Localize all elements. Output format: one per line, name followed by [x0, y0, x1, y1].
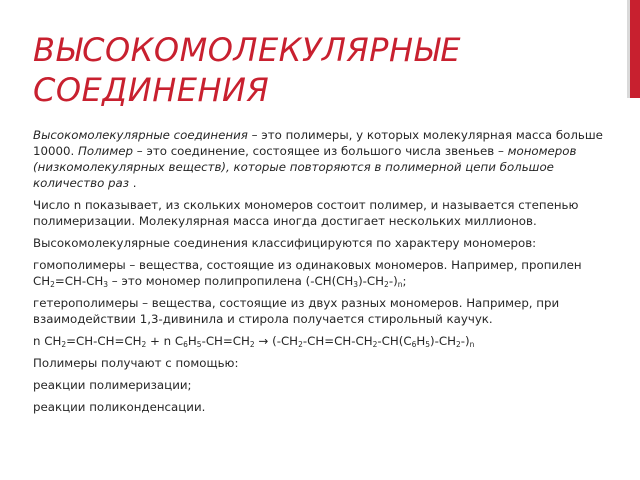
text: + n C — [146, 334, 184, 348]
subscript: 5 — [425, 340, 431, 349]
homopolymers-paragraph — [33, 257, 603, 289]
heteropolymers-paragraph: гетерополимеры – вещества, состоящие из двух разных мономеров. Например, при взаимодействии 1,3-дивинила и стирола получается стирольный каучук. — [33, 296, 560, 326]
text: -) — [388, 274, 398, 288]
text: ; — [402, 274, 407, 288]
text: -CH=CH — [201, 334, 250, 348]
text: -) — [460, 334, 470, 348]
subscript: n — [469, 340, 475, 349]
text: n CH — [33, 334, 62, 348]
term-polymer: Полимер — [78, 144, 133, 158]
subscript: 2 — [61, 340, 67, 349]
text: – это мономер полипропилена (-CH(CH — [108, 274, 354, 288]
method-polymerization: реакции полимеризации; — [33, 378, 192, 392]
subscript: 2 — [141, 340, 147, 349]
subscript: 2 — [50, 280, 55, 289]
text: )-CH — [358, 274, 385, 288]
definition-end: . — [129, 176, 137, 190]
subscript: 3 — [353, 280, 359, 289]
subscript: 2 — [372, 340, 378, 349]
text: =CH-CH=CH — [66, 334, 142, 348]
degree-paragraph: Число n показывает, из скольких мономеров состоит полимер, и называется степенью полимеризации. Молекулярная масса иногда достигает нескольких миллионов. — [33, 198, 579, 228]
definition-text-2: – это соединение, состоящее из большого числа звеньев – — [132, 144, 508, 158]
term-hmc: Высокомолекулярные соединения — [33, 128, 248, 142]
subscript: 3 — [103, 280, 109, 289]
definition-monomers: мономеров (низкомолекулярных веществ), которые повторяются в полимерной цепи большое количество раз — [33, 144, 577, 190]
accent-stripe-red — [630, 0, 640, 98]
subscript: 2 — [298, 340, 303, 349]
subscript: 2 — [249, 340, 255, 349]
reaction-equation — [33, 333, 603, 349]
text: -CH(C — [377, 334, 412, 348]
classification-paragraph: Высокомолекулярные соединения классифицируются по характеру мономеров: — [33, 236, 537, 250]
text: → (-CH — [254, 334, 299, 348]
text: -CH=CH-CH — [302, 334, 373, 348]
subscript: 2 — [384, 280, 389, 289]
subscript: 6 — [411, 340, 417, 349]
subscript: 6 — [183, 340, 188, 349]
slide-body — [33, 127, 603, 421]
subscript: n — [397, 280, 403, 289]
production-intro: Полимеры получают с помощью: — [33, 356, 239, 370]
subscript: 2 — [455, 340, 461, 349]
text: =CH-CH — [54, 274, 104, 288]
text: )-CH — [430, 334, 456, 348]
definition-text-1: – это полимеры, у которых молекулярная масса больше 10000. — [33, 128, 603, 158]
text: H — [187, 334, 197, 348]
method-polycondensation: реакции поликонденсации. — [33, 400, 206, 414]
slide-title: ВЫСОКОМОЛЕКУЛЯРНЫЕ СОЕДИНЕНИЯ — [33, 31, 461, 109]
text: H — [416, 334, 426, 348]
subscript: 5 — [196, 340, 202, 349]
text: гомополимеры – вещества, состоящие из одинаковых мономеров. Например, пропилен CH — [33, 258, 582, 288]
definition-paragraph — [33, 127, 603, 191]
